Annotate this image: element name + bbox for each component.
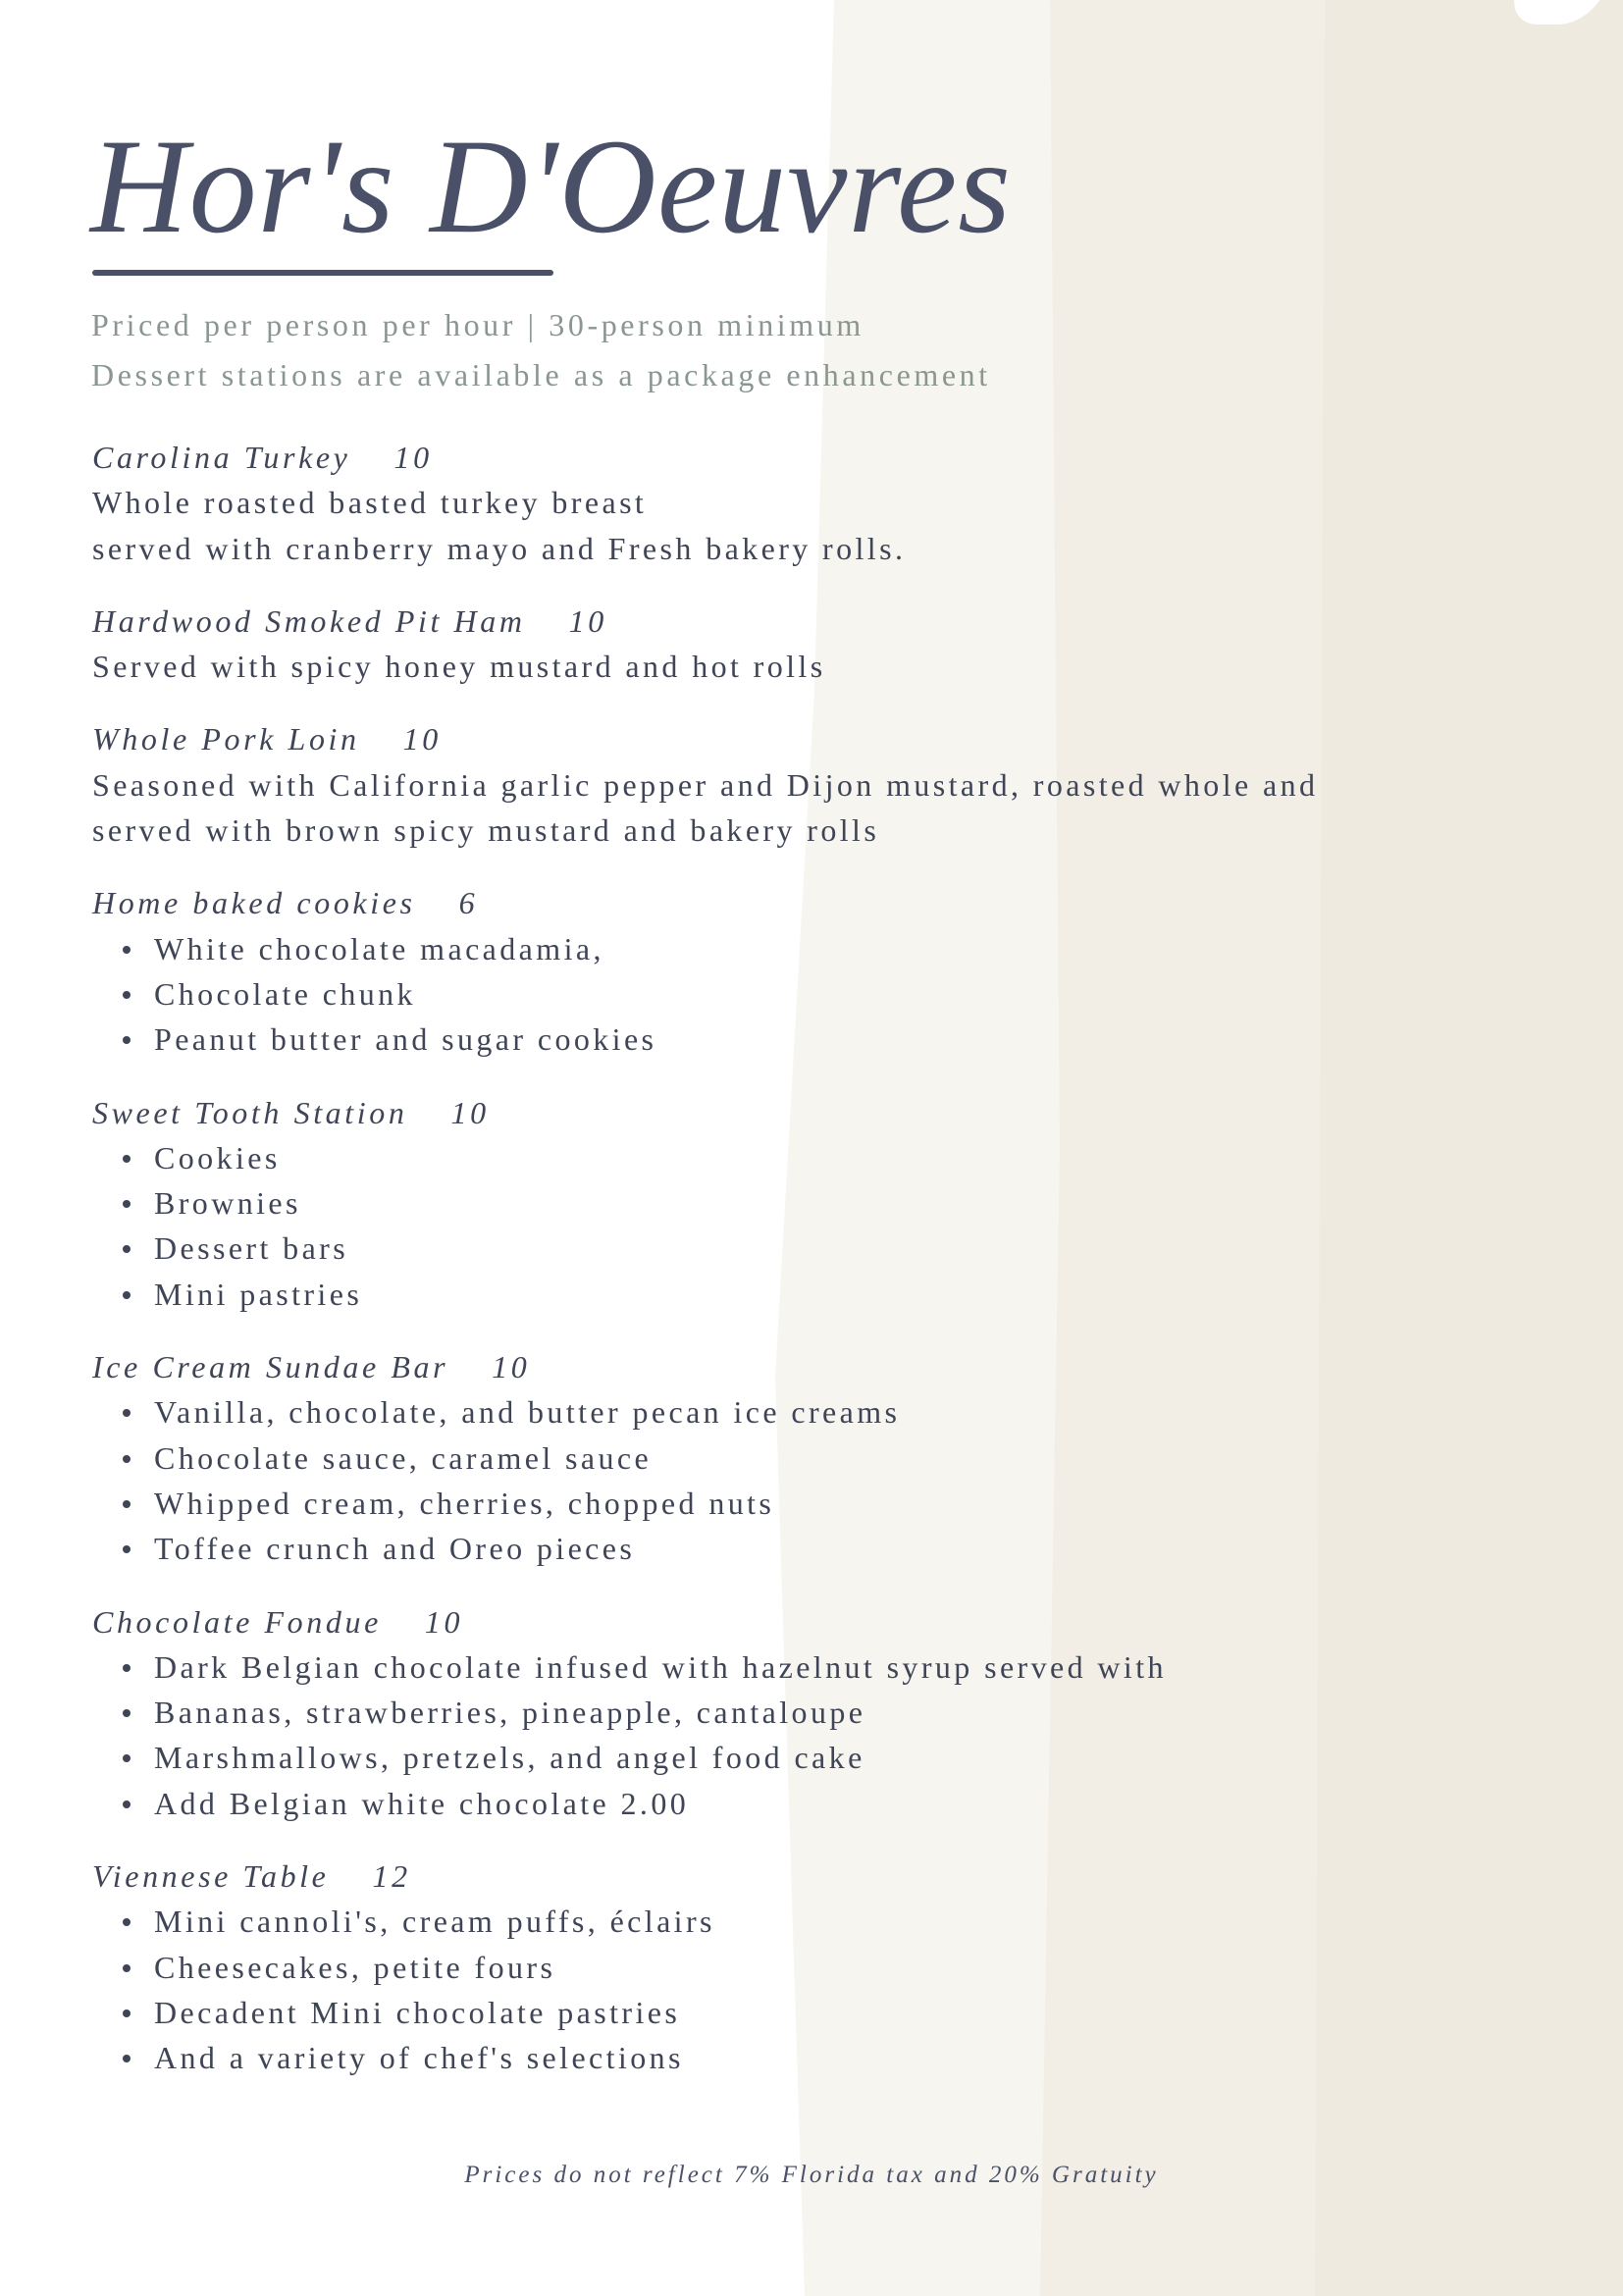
list-item: Decadent Mini chocolate pastries	[92, 1990, 1564, 2035]
list-item: Vanilla, chocolate, and butter pecan ice creams	[92, 1389, 1564, 1435]
item-description: served with brown spicy mustard and bakery rolls	[92, 812, 880, 849]
list-item: Chocolate sauce, caramel sauce	[92, 1435, 1564, 1481]
item-price: 10	[424, 1603, 464, 1640]
section-heading	[92, 599, 1564, 644]
section-heading	[92, 1344, 1564, 1389]
item-price: 6	[458, 885, 479, 921]
bullet-list	[92, 1899, 1564, 2080]
list-item: Toffee crunch and Oreo pieces	[92, 1526, 1564, 1571]
title-underline	[92, 270, 553, 276]
menu-section	[92, 716, 1564, 853]
bullet-list	[92, 1644, 1564, 1826]
item-price: 10	[393, 440, 433, 475]
list-item: Dark Belgian chocolate infused with hazelnut syrup served with	[92, 1644, 1564, 1690]
item-price: 12	[372, 1858, 411, 1895]
section-heading	[92, 880, 1564, 925]
item-name: Sweet Tooth Station	[92, 1094, 408, 1130]
list-item: Bananas, strawberries, pineapple, cantaloupe	[92, 1690, 1564, 1735]
menu-section	[92, 435, 1564, 571]
item-name: Chocolate Fondue	[92, 1603, 382, 1640]
list-item: Mini pastries	[92, 1272, 1564, 1317]
footer-note: Prices do not reflect 7% Florida tax and 20% Gratuity	[464, 2162, 1159, 2188]
menu-section	[92, 599, 1564, 690]
menu-section	[92, 1344, 1564, 1571]
pricing-note: Priced per person per hour | 30-person minimum	[91, 307, 864, 342]
item-name: Viennese Table	[92, 1858, 330, 1895]
bullet-list	[92, 1135, 1564, 1317]
list-item: Whipped cream, cherries, chopped nuts	[92, 1481, 1564, 1526]
menu-list	[92, 435, 1564, 2109]
item-price: 10	[450, 1094, 490, 1130]
item-name: Whole Pork Loin	[92, 721, 360, 757]
bullet-list	[92, 926, 1564, 1063]
dessert-note: Dessert stations are available as a package enhancement	[91, 357, 991, 392]
section-heading	[92, 716, 1564, 761]
item-description: Whole roasted basted turkey breast	[92, 485, 648, 521]
item-price: 10	[568, 602, 607, 639]
item-name: Ice Cream Sundae Bar	[92, 1349, 449, 1385]
item-description: Seasoned with California garlic pepper and Dijon mustard, roasted whole and	[92, 766, 1319, 803]
list-item: And a variety of chef's selections	[92, 2035, 1564, 2080]
item-description: served with cranberry mayo and Fresh bakery rolls.	[92, 530, 907, 566]
item-price: 10	[492, 1349, 531, 1385]
list-item: Cheesecakes, petite fours	[92, 1945, 1564, 1990]
list-item: Add Belgian white chocolate 2.00	[92, 1781, 1564, 1826]
list-item: White chocolate macadamia,	[92, 926, 1564, 971]
item-name: Carolina Turkey	[92, 440, 351, 475]
list-item: Marshmallows, pretzels, and angel food cake	[92, 1735, 1564, 1780]
list-item: Cookies	[92, 1135, 1564, 1180]
menu-section	[92, 1853, 1564, 2080]
list-item: Brownies	[92, 1180, 1564, 1226]
list-item: Chocolate chunk	[92, 971, 1564, 1017]
section-heading	[92, 1090, 1564, 1135]
section-heading	[92, 1853, 1564, 1899]
bullet-list	[92, 1389, 1564, 1571]
section-heading	[92, 435, 1564, 480]
item-name: Hardwood Smoked Pit Ham	[92, 602, 526, 639]
menu-section	[92, 1599, 1564, 1826]
page-title: Hor's D'Oeuvres	[90, 111, 1012, 261]
item-name: Home baked cookies	[92, 885, 416, 921]
menu-section	[92, 1090, 1564, 1317]
item-price: 10	[402, 721, 442, 757]
list-item: Dessert bars	[92, 1226, 1564, 1271]
item-description: Served with spicy honey mustard and hot rolls	[92, 649, 826, 685]
list-item: Mini cannoli's, cream puffs, éclairs	[92, 1899, 1564, 1944]
section-heading	[92, 1599, 1564, 1644]
menu-section	[92, 880, 1564, 1062]
list-item: Peanut butter and sugar cookies	[92, 1017, 1564, 1062]
